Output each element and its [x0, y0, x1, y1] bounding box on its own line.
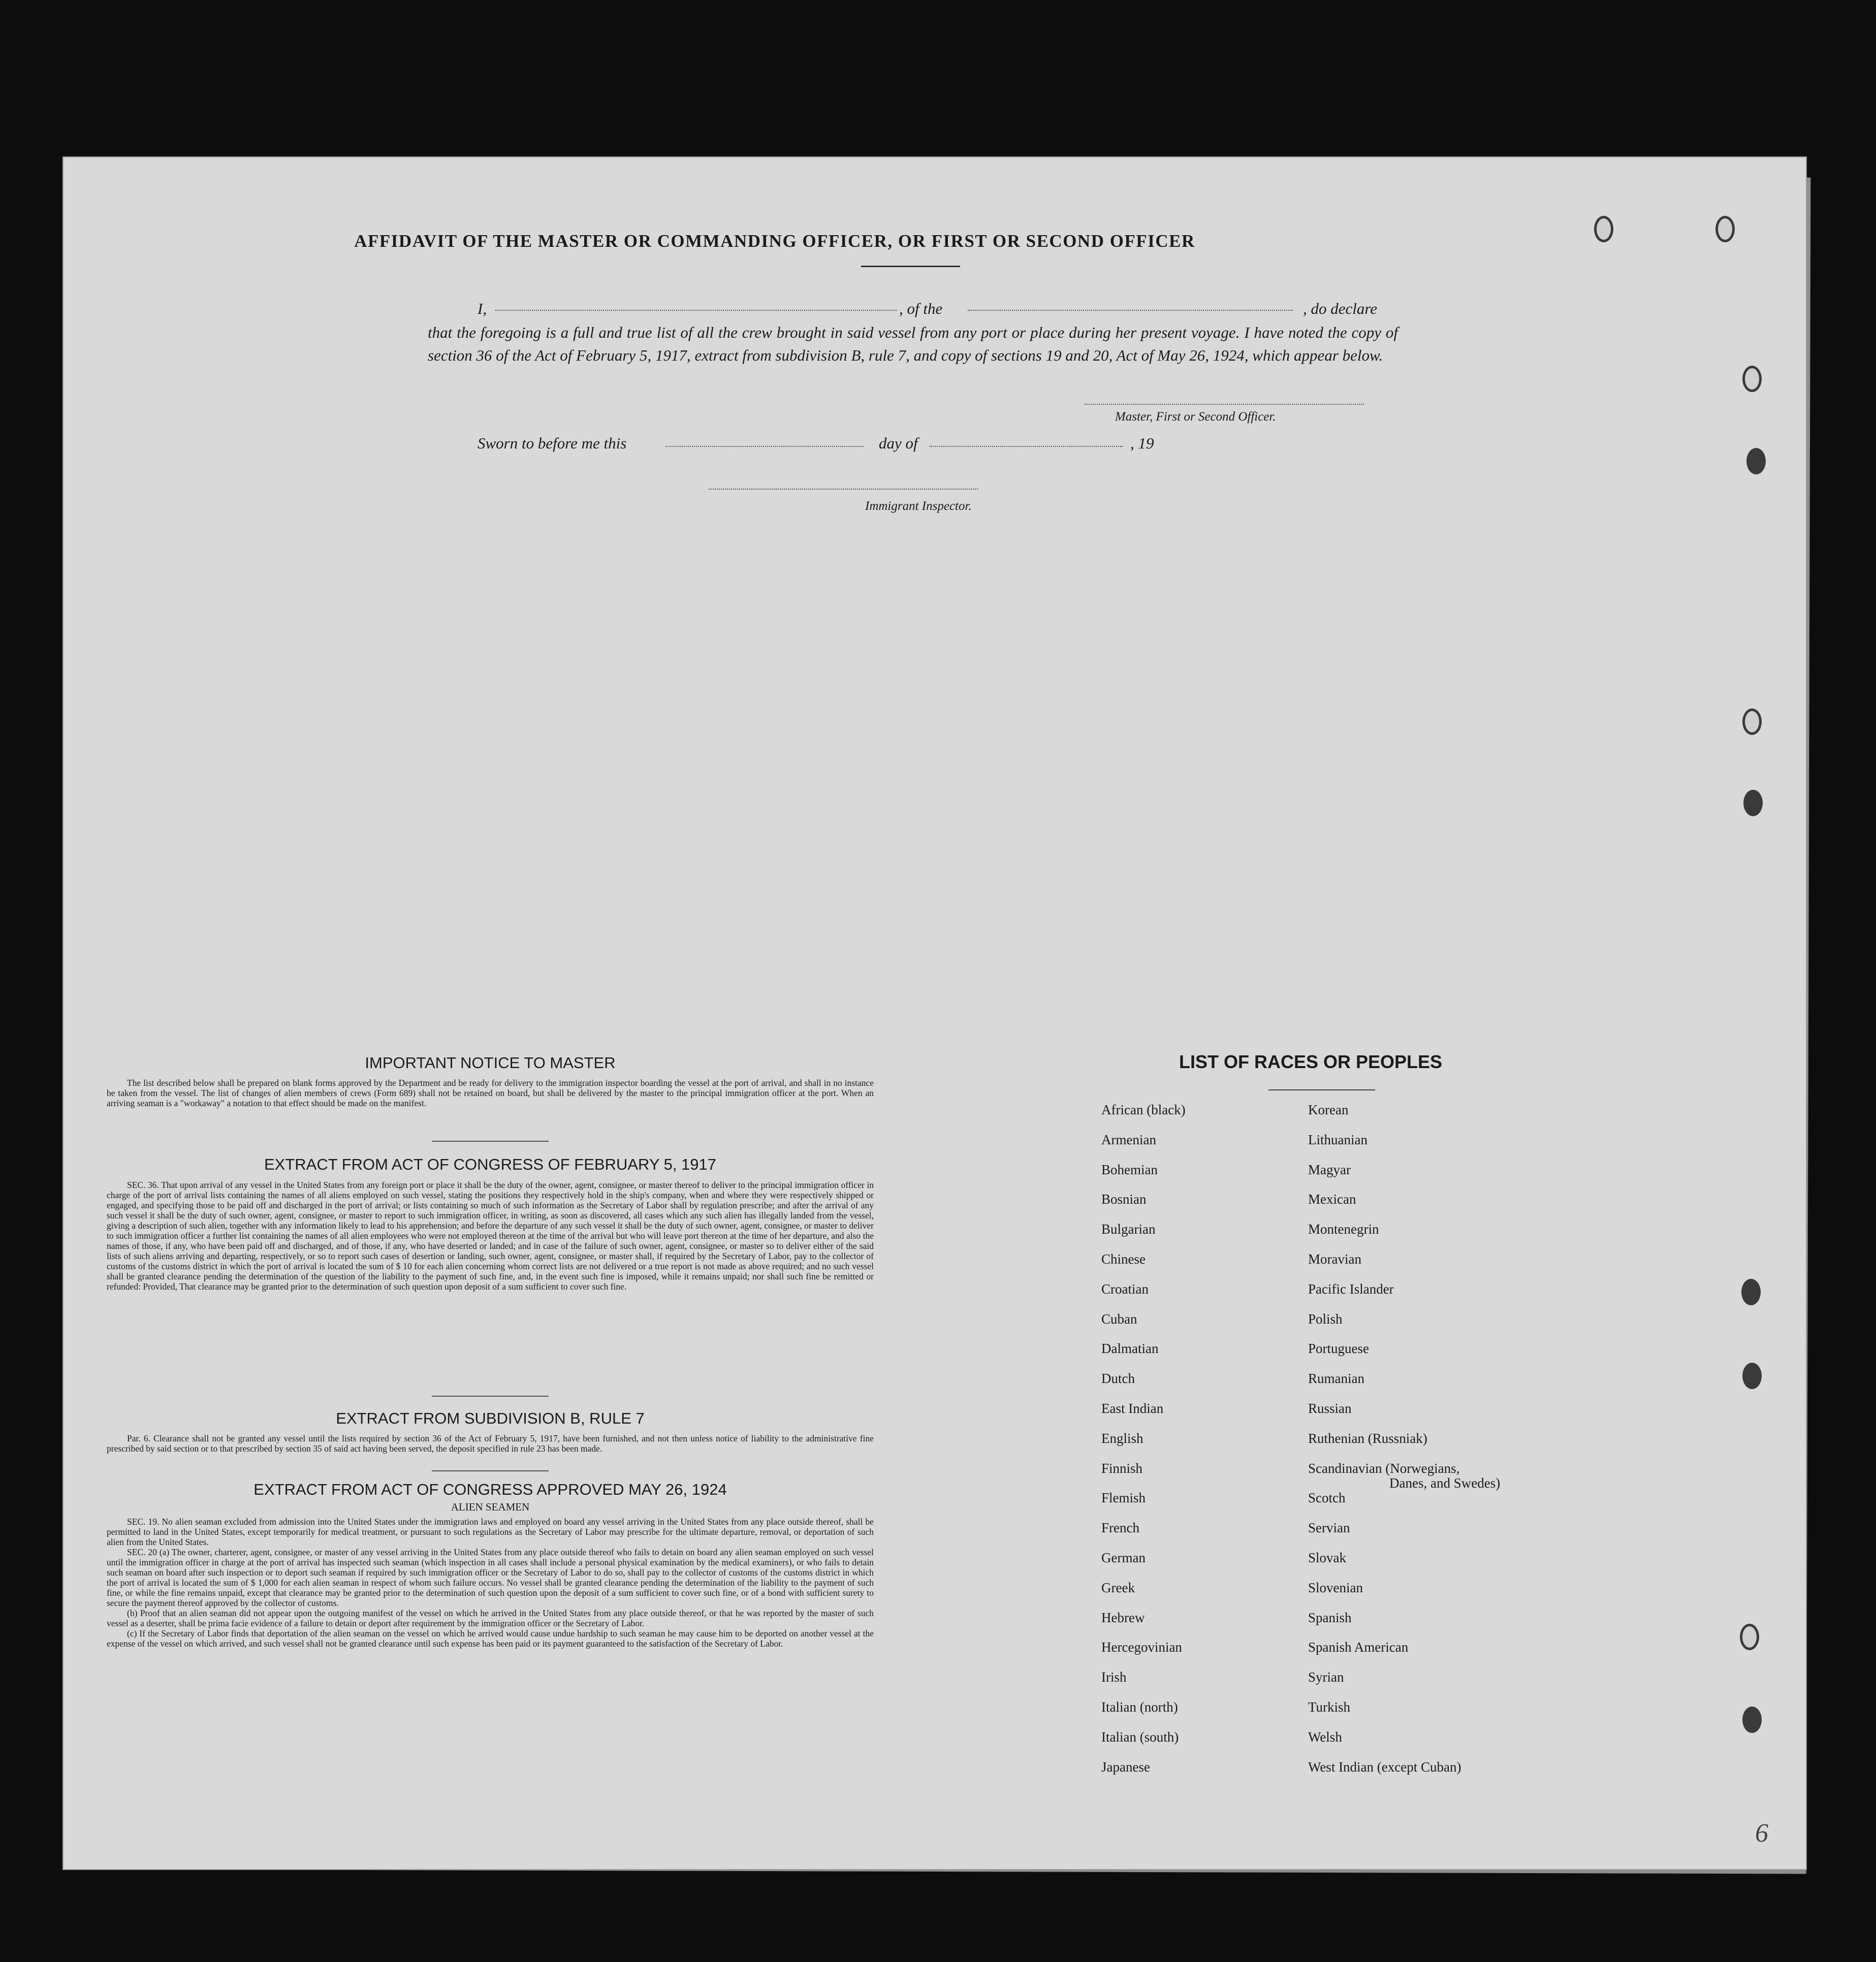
extract-1917-divider [432, 1396, 549, 1397]
race-item: Hebrew [1101, 1610, 1145, 1625]
scandinavian-continuation: Danes, and Swedes) [1389, 1475, 1501, 1491]
binder-hole-icon [1743, 790, 1763, 816]
race-item: Montenegrin [1308, 1221, 1379, 1237]
race-item: Italian (south) [1101, 1729, 1179, 1745]
race-item: Pacific Islander [1308, 1281, 1394, 1297]
race-item: Bosnian [1101, 1192, 1147, 1207]
race-item: Welsh [1308, 1729, 1342, 1745]
race-item: Japanese [1101, 1759, 1150, 1775]
race-item: Russian [1308, 1401, 1352, 1416]
race-item: Rumanian [1308, 1371, 1364, 1387]
race-item: Armenian [1101, 1132, 1156, 1147]
binder-hole-icon [1715, 216, 1735, 242]
race-item: Moravian [1308, 1251, 1361, 1267]
sworn-label: Sworn to before me this [478, 434, 627, 452]
race-item: Dalmatian [1101, 1341, 1159, 1357]
race-item: Dutch [1101, 1371, 1135, 1387]
binder-hole-icon [1742, 1707, 1762, 1733]
alien-seamen-subtitle: ALIEN SEAMEN [451, 1501, 530, 1513]
binder-hole-icon [1742, 709, 1762, 735]
race-item: Lithuanian [1308, 1132, 1368, 1147]
race-item: Greek [1101, 1580, 1135, 1595]
races-title: LIST OF RACES OR PEOPLES [1179, 1051, 1443, 1072]
race-item: African (black) [1101, 1102, 1186, 1117]
race-item: East Indian [1101, 1401, 1164, 1416]
year-label: , 19 [1130, 434, 1154, 452]
extract-1924-text [107, 1517, 874, 1649]
race-item: English [1101, 1430, 1143, 1446]
sec20a-text: SEC. 20 (a) The owner, charterer, agent, consignee, or master of any vessel arriving in the United States from any place outside thereof who fails to detain on board any alien seaman employed on such vessel until the immigration officer in charge at the port of arrival has inspected such seaman (which inspection in all cases shall include a personal physical examination by the medical examiners), or who fails to detain such seaman on board after such inspection or to deport such seaman if required by such immigration officer or the Secretary of Labor to do so, shall pay to the collector of customs of the customs district in which the port of arrival is located the sum of $ 1,000 for each alien seaman in respect of whom such failure occurs. No vessel shall be granted clearance pending the determination of the liability to the payment of such fine, or while the fine remains unpaid, except that clearance may be granted prior to the determination of such question upon the deposit of a sum sufficient to cover such fine, or of a bond with sufficient surety to secure the payment thereof approved by the collector of customs. [107, 1547, 874, 1608]
race-item: Italian (north) [1101, 1699, 1178, 1715]
race-item: Spanish American [1308, 1639, 1409, 1655]
notice-divider [432, 1141, 549, 1142]
page-mark: 6 [1755, 1819, 1768, 1848]
master-signature-label: Master, First or Second Officer. [1115, 410, 1276, 424]
do-declare-label: , do declare [1303, 300, 1378, 317]
race-item: Cuban [1101, 1311, 1137, 1327]
extract-1917-text: SEC. 36. That upon arrival of any vessel in the United States from any foreign port or place it shall be the duty of the owner, agent, consignee, or master thereof to deliver to the principal immigration officer in charge of the port of arrival lists containing the names of all aliens employed on such vessel, stating the positions they respectively hold in the ship's company, when and where they were respectively shipped or engaged, and specifying those to be paid off and discharged in the port of arrival; or lists containing so much of such information as the Secretary of Labor shall by regulation prescribe; and after the arrival of any such vessel it shall be the duty of such owner, agent, consignee, or master to report to such immigration officer, in writing, as soon as discovered, all cases which any such alien has illegally landed from the vessel, giving a description of such alien, together with any information likely to lead to his apprehension; and before the departure of any such vessel it shall be the duty of such owner, agent, consignee, or master to deliver to such immigration officer a further list containing the names of all alien employees who were not employed thereon at the time of the arrival but who will leave port thereon at the time of her departure, and also the names of those, if any, who have been paid off and discharged, and of those, if any, who have deserted or landed; and in case of the failure of such owner, agent, consignee, or master so to deliver either of the said lists of such aliens arriving and departing, respectively, or so to report such cases of desertion or landing, such owner, agent, consignee, or master shall, if required by the Secretary of Labor, pay to the collector of customs of the customs district in which the port of arrival is located the sum of $ 10 for each alien concerning whom correct lists are not delivered or a true report is not made as above required; and no such vessel shall be granted clearance pending the determination of the question of the liability to the payment of such fine, and, in the event such fine is imposed, while it remains unpaid; nor shall such fine be remitted or refunded: Provided, That clearance may be granted prior to the determination of such question upon deposit of a sum sufficient to cover such fine. [107, 1180, 874, 1292]
race-item: Scandinavian (Norwegians, [1308, 1460, 1460, 1476]
declarant-name-field[interactable] [495, 310, 897, 311]
notice-text: The list described below shall be prepared on blank forms approved by the Department and be ready for delivery to the immigration inspector boarding the vessel at the port of arrival, and shall in no instance be taken from the vessel. The list of changes of alien members of crews (Form 689) shall not be retained on board, but shall be delivered by the master to the principal immigration officer at the port. When an arriving seaman is a "workaway" a notation to that effect should be made on the manifest. [107, 1078, 874, 1108]
form-page [63, 157, 1806, 1869]
day-of-label: day of [879, 434, 918, 452]
extract-1924-title: EXTRACT FROM ACT OF CONGRESS APPROVED MAY 26, 1924 [253, 1481, 727, 1498]
race-item: Hercegovinian [1101, 1639, 1182, 1655]
race-item: Bulgarian [1101, 1221, 1156, 1237]
rule7-divider [432, 1470, 549, 1471]
sec20b-text: (b) Proof that an alien seaman did not appear upon the outgoing manifest of the vessel on which he arrived in the United States from any place outside thereof, or that he was reported by the master of such vessel as a deserter, shall be prima facie evidence of a failure to detain or deport after requirement by the immigration officer or the Secretary of Labor. [107, 1608, 874, 1628]
extract-1917-title: EXTRACT FROM ACT OF CONGRESS OF FEBRUARY 5, 1917 [264, 1155, 717, 1173]
race-item: Finnish [1101, 1460, 1143, 1476]
race-item: Korean [1308, 1102, 1349, 1117]
notice-title: IMPORTANT NOTICE TO MASTER [365, 1054, 616, 1072]
binder-hole-icon [1742, 1363, 1762, 1389]
race-item: Servian [1308, 1520, 1350, 1536]
sec19-text: SEC. 19. No alien seaman excluded from admission into the United States under the immigration laws and employed on board any vessel arriving in the United States from any place outside thereof, shall be permitted to land in the United States, except temporarily for medical treatment, or pursuant to such regulations as the Secretary of Labor may prescribe for the ultimate departure, removal, or deportation of such alien from the United States. [107, 1517, 874, 1547]
race-item: West Indian (except Cuban) [1308, 1759, 1461, 1775]
race-item: Croatian [1101, 1281, 1149, 1297]
declarant-label: I, [478, 300, 487, 317]
rule7-text: Par. 6. Clearance shall not be granted any vessel until the lists required by section 36 of the Act of February 5, 1917, have been furnished, and not then unless notice of liability to the administrative fine prescribed by said section or to that prescribed by section 35 of said act having been served, the deposit specified in rule 23 has been made. [107, 1433, 874, 1454]
binder-hole-icon [1740, 1624, 1759, 1650]
binder-hole-icon [1741, 1279, 1761, 1305]
binder-hole-icon [1742, 366, 1762, 392]
race-item: Mexican [1308, 1192, 1356, 1207]
binder-hole-icon [1594, 216, 1613, 242]
race-item: Slovak [1308, 1550, 1347, 1565]
race-item: Syrian [1308, 1669, 1344, 1685]
inspector-signature-field[interactable] [709, 489, 978, 490]
race-item: Turkish [1308, 1699, 1351, 1715]
races-divider [1268, 1089, 1375, 1090]
race-item: Chinese [1101, 1251, 1146, 1267]
race-item: German [1101, 1550, 1146, 1565]
race-item: Magyar [1308, 1162, 1351, 1177]
rule7-title: EXTRACT FROM SUBDIVISION B, RULE 7 [336, 1409, 645, 1427]
race-item: Bohemian [1101, 1162, 1158, 1177]
affidavit-title: AFFIDAVIT OF THE MASTER OR COMMANDING OFFICER, OR FIRST OR SECOND OFFICER [354, 231, 1195, 251]
race-item: Polish [1308, 1311, 1343, 1327]
race-item: Slovenian [1308, 1580, 1363, 1595]
master-signature-field[interactable] [1085, 404, 1364, 405]
affidavit-text: that the foregoing is a full and true list of all the crew brought in said vessel from any port or place during her present voyage. I have noted the copy of section 36 of the Act of February 5, 1917, extract from subdivision B, rule 7, and copy of sections 19 and 20, Act of May 26, 1924, which appear below. [428, 324, 1398, 364]
of-the-label: , of the [899, 300, 943, 317]
title-divider [861, 266, 960, 267]
race-item: Spanish [1308, 1610, 1352, 1625]
binder-hole-icon [1746, 448, 1766, 474]
sworn-month-field[interactable] [930, 446, 1123, 447]
race-item: Irish [1101, 1669, 1127, 1685]
race-item: Scotch [1308, 1490, 1346, 1506]
sworn-day-field[interactable] [665, 446, 864, 447]
race-item: Portuguese [1308, 1341, 1369, 1357]
race-item: Flemish [1101, 1490, 1146, 1506]
inspector-signature-label: Immigrant Inspector. [865, 499, 972, 513]
race-item: French [1101, 1520, 1139, 1536]
vessel-name-field[interactable] [968, 310, 1293, 311]
race-item: Ruthenian (Russniak) [1308, 1430, 1427, 1446]
sec20c-text: (c) If the Secretary of Labor finds that deportation of the alien seaman on the vessel on which he arrived would cause undue hardship to such seaman he may cause him to be deported on another vessel at the expense of the vessel on which arrived, and such vessel shall not be granted clearance until such expense has been paid or its payment guaranteed to the satisfaction of the Secretary of Labor. [107, 1628, 874, 1649]
